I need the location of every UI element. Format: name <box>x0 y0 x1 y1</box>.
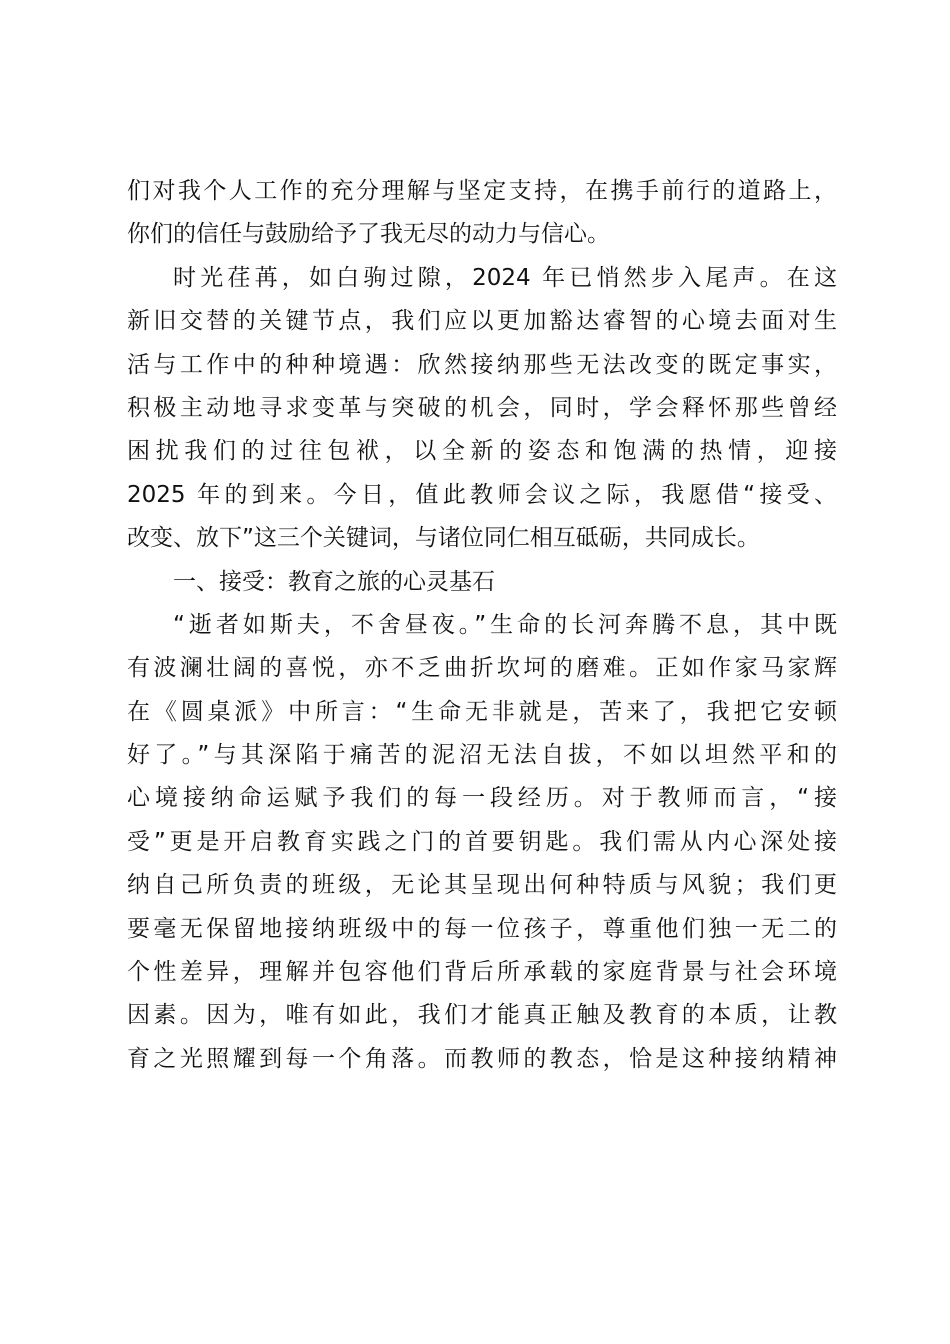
text-line: 受”更是开启教育实践之门的首要钥匙。我们需从内心深处接 <box>127 828 837 855</box>
text-line: 们对我个人工作的充分理解与坚定支持，在携手前行的道路上， <box>127 178 837 204</box>
text-line: 积极主动地寻求变革与突破的机会，同时，学会释怀那些曾经 <box>127 394 837 421</box>
text-line: 要毫无保留地接纳班级中的每一位孩子，尊重他们独一无二的 <box>127 915 837 942</box>
text-line: 有波澜壮阔的喜悦，亦不乏曲折坎坷的磨难。正如作家马家辉 <box>127 655 837 682</box>
text-line: 你们的信任与鼓励给予了我无尽的动力与信心。 <box>127 221 610 248</box>
text-line: 育之光照耀到每一个角落。而教师的教态，恰是这种接纳精神 <box>127 1045 837 1072</box>
text-line: 好了。”与其深陷于痛苦的泥沼无法自拔，不如以坦然平和的 <box>127 742 837 769</box>
text-line: 新旧交替的关键节点，我们应以更加豁达睿智的心境去面对生 <box>127 308 837 335</box>
text-line: 心境接纳命运赋予我们的每一段经历。对于教师而言，“接 <box>127 785 837 812</box>
text-line: 因素。因为，唯有如此，我们才能真正触及教育的本质，让教 <box>127 1002 837 1029</box>
paragraph-first-line: 时光荏苒，如白驹过隙，2024 年已悄然步入尾声。在这 <box>173 264 837 291</box>
body-text <box>127 170 837 1081</box>
text-line: 纳自己所负责的班级，无论其呈现出何种特质与风貌；我们更 <box>127 872 837 899</box>
section-heading: 一、接受：教育之旅的心灵基石 <box>173 568 495 595</box>
text-line: 改变、放下”这三个关键词，与诸位同仁相互砥砺，共同成长。 <box>127 525 760 552</box>
text-line: 困扰我们的过往包袱，以全新的姿态和饱满的热情，迎接 <box>127 438 837 465</box>
paragraph-first-line: “逝者如斯夫，不舍昼夜。”生命的长河奔腾不息，其中既 <box>173 611 837 638</box>
text-line: 活与工作中的种种境遇：欣然接纳那些无法改变的既定事实， <box>127 351 837 378</box>
text-line: 个性差异，理解并包容他们背后所承载的家庭背景与社会环境 <box>127 959 837 986</box>
text-line: 在《圆桌派》中所言：“生命无非就是，苦来了，我把它安顿 <box>127 698 837 725</box>
text-line: 2025 年的到来。今日，值此教师会议之际，我愿借“接受、 <box>127 481 837 508</box>
